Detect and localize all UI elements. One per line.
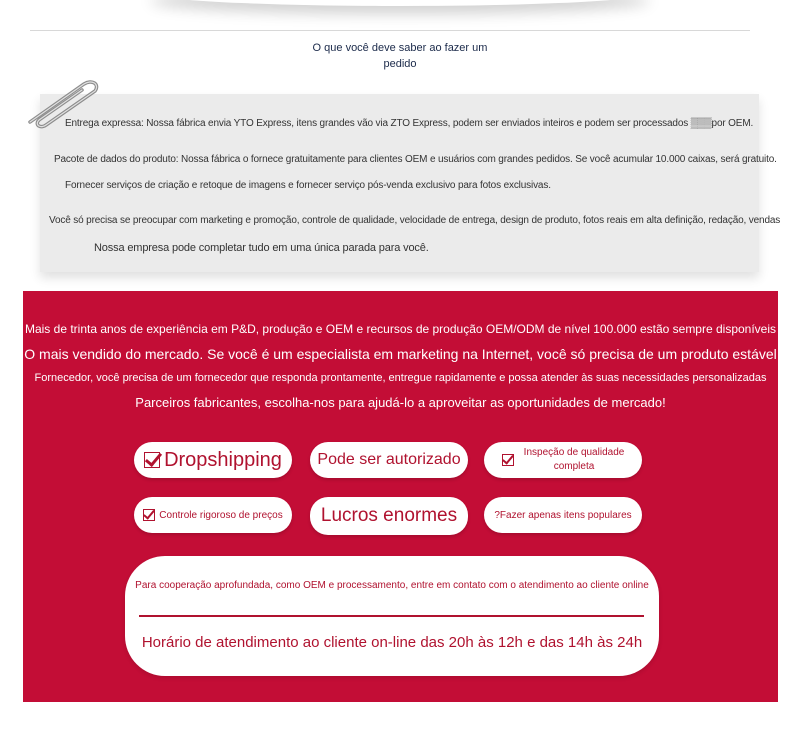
contact-divider: [139, 615, 644, 617]
contact-card: [125, 556, 659, 676]
feature-price-control: Controle rigoroso de preços: [134, 497, 292, 533]
feature-authorized: Pode ser autorizado: [310, 442, 468, 478]
feature-dropshipping: Dropshipping: [134, 442, 292, 478]
notice-title-line2: pedido: [383, 58, 417, 70]
top-divider: [30, 30, 750, 31]
promo-line-experience: Mais de trinta anos de experiência em P&D, produção e OEM e recursos de produção OEM/ODM de nível 100.000 estão sempre disponíveis: [24, 322, 777, 336]
note-line-image-service: Fornecer serviços de criação e retoque de imagens e fornecer serviço pós-venda exclusivo para fotos exclusivas.: [65, 180, 551, 191]
feature-quality-line2: completa: [553, 461, 595, 472]
checkbox-checked-icon: [502, 454, 514, 466]
checkbox-checked-icon: [143, 509, 155, 521]
feature-quality-inspection: [484, 442, 642, 478]
feature-popular-items: ?Fazer apenas itens populares: [484, 497, 642, 533]
feature-quality-line1: Inspeção de qualidade: [523, 447, 625, 458]
checkbox-checked-icon: [144, 452, 160, 468]
note-line-express: Entrega expressa: Nossa fábrica envia YTO Express, itens grandes vão via ZTO Express, podem ser enviados inteiros e podem ser processados ▒▒▒por OEM.: [65, 118, 754, 129]
feature-huge-profits: Lucros enormes: [310, 497, 468, 535]
note-line-one-stop: Nossa empresa pode completar tudo em uma única parada para você.: [94, 242, 429, 254]
order-notes-card: [40, 94, 781, 272]
paperclip-icon: [22, 74, 102, 134]
top-decorative-shadow: [150, 0, 650, 6]
promo-line-bestseller: O mais vendido do mercado. Se você é um especialista em marketing na Internet, você só precisa de um produto estável: [24, 346, 777, 362]
cooperation-text: Para cooperação aprofundada, como OEM e processamento, entre em contato com o atendimento ao cliente online: [135, 580, 649, 591]
notice-title: [300, 40, 500, 72]
notice-title-line1: O que você deve saber ao fazer um: [312, 42, 488, 54]
service-hours-text: Horário de atendimento ao cliente on-line das 20h às 12h e das 14h às 24h: [141, 634, 643, 651]
note-line-marketing: Você só precisa se preocupar com marketing e promoção, controle de qualidade, velocidade de entrega, design de produto, fotos reais em alta definição, redação, vendas: [49, 215, 781, 226]
note-line-data-pack: Pacote de dados do produto: Nossa fábrica o fornece gratuitamente para clientes OEM e usuários com grandes pedidos. Se você acumular 10.000 caixas, será gratuito.: [54, 154, 777, 165]
promo-line-supplier: Fornecedor, você precisa de um fornecedor que responda prontamente, entregue rapidamente e possa atender às suas necessidades personalizadas: [34, 372, 767, 384]
promo-line-partners: Parceiros fabricantes, escolha-nos para ajudá-lo a aproveitar as oportunidades de mercado!: [135, 395, 666, 410]
